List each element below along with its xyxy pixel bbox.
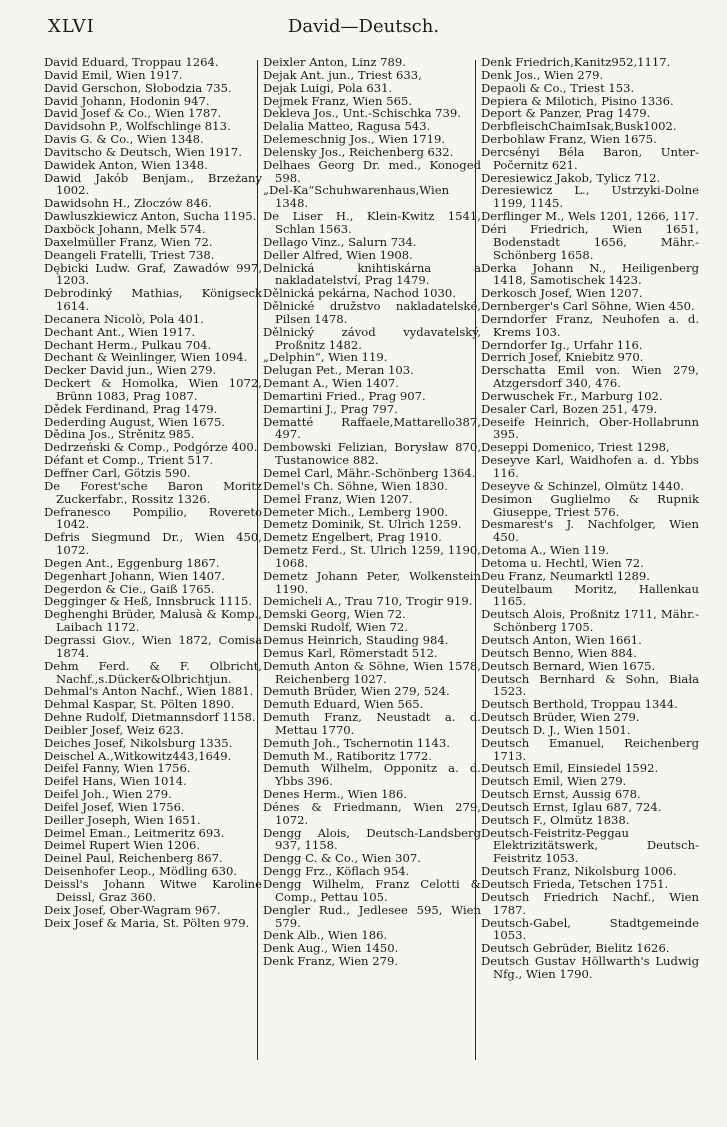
directory-entry: Detoma A., Wien 119. bbox=[481, 543, 610, 558]
directory-entry: Daxelmüller Franz, Wien 72. bbox=[44, 234, 213, 249]
directory-entry: Deutsch Alois, Proßnitz 1711, Mähr.-Schönberg 1705. bbox=[481, 607, 699, 635]
directory-entry: Défant et Comp., Trient 517. bbox=[44, 453, 214, 468]
directory-entry: Dechant Ant., Wien 1917. bbox=[44, 324, 196, 339]
directory-entry: Deimel Eman., Leitmeritz 693. bbox=[44, 825, 225, 840]
directory-entry: Derflinger M., Wels 1201, 1266, 117. bbox=[481, 209, 699, 224]
directory-entry: Desaler Carl, Bozen 251, 479. bbox=[481, 401, 658, 416]
directory-entry: Dellago Vinz., Salurn 734. bbox=[263, 234, 417, 249]
directory-entry: Dedrzeński & Comp., Podgórze 400. bbox=[44, 440, 258, 455]
directory-entry: Dehne Rudolf, Dietmannsdorf 1158. bbox=[44, 710, 256, 725]
directory-entry: Dederding August, Wien 1675. bbox=[44, 414, 226, 429]
directory-entry: DerbfleischChaimIsak,Busk1002. bbox=[481, 119, 677, 134]
directory-entry: Deckert & Homolka, Wien 1072, Brünn 1083, Prag 1087. bbox=[44, 376, 262, 403]
directory-entry: Demetz Dominik, St. Ulrich 1259. bbox=[263, 517, 462, 532]
directory-entry: Demski Rudolf, Wien 72. bbox=[263, 620, 408, 635]
directory-entry: Deifel Josef, Wien 1756. bbox=[44, 799, 185, 814]
directory-entry: Deutsch Anton, Wien 1661. bbox=[481, 632, 642, 647]
directory-column-2 bbox=[263, 56, 481, 968]
directory-entry: Derndorfer Ig., Urfahr 116. bbox=[481, 337, 643, 352]
directory-entry: Demartini J., Prag 797. bbox=[263, 401, 398, 416]
directory-entry: Denk Franz, Wien 279. bbox=[263, 954, 399, 969]
directory-entry: Deutsch Gebrüder, Bielitz 1626. bbox=[481, 941, 670, 956]
directory-entry: Deix Josef, Ober-Wagram 967. bbox=[44, 902, 221, 917]
directory-entry: Derbohlaw Franz, Wien 1675. bbox=[481, 132, 657, 147]
directory-entry: Debrodinký Mathias, Königseck 1614. bbox=[44, 286, 262, 314]
directory-entry: Deixler Anton, Linz 789. bbox=[263, 55, 406, 69]
directory-entry: Demski Georg, Wien 72. bbox=[263, 607, 406, 622]
directory-entry: Demuth Wilhelm, Opponitz a. d. Ybbs 396. bbox=[263, 761, 481, 789]
directory-entry: Deibler Josef, Weiz 623. bbox=[44, 722, 184, 737]
directory-entry: Demuth Franz, Neustadt a. d. Mettau 1770. bbox=[263, 710, 481, 737]
directory-entry: Deutsch Bernhard & Sohn, Biała 1523. bbox=[481, 671, 699, 699]
directory-entry: Degenhart Johann, Wien 1407. bbox=[44, 568, 226, 583]
directory-entry: Deifel Fanny, Wien 1756. bbox=[44, 761, 191, 776]
directory-entry: Deutsch-Gabel, Stadtgemeinde 1053. bbox=[481, 915, 699, 943]
directory-entry: Dembowski Felizian, Borysław 870, Tustanowice 882. bbox=[263, 440, 481, 468]
directory-entry: Deseyve Karl, Waidhofen a. d. Ybbs 116. bbox=[481, 453, 699, 480]
page-title: David—Deutsch. bbox=[287, 16, 440, 37]
directory-entry: Dechant & Weinlinger, Wien 1094. bbox=[44, 350, 248, 365]
directory-entry: Delugan Pet., Meran 103. bbox=[263, 363, 414, 378]
directory-entry: Demant A., Wien 1407. bbox=[263, 376, 399, 391]
directory-entry: Derkosch Josef, Wien 1207. bbox=[481, 286, 643, 301]
directory-entry: Dawidek Anton, Wien 1348. bbox=[44, 157, 208, 172]
directory-entry: Deutsch Bernard, Wien 1675. bbox=[481, 658, 656, 673]
directory-entry: Demuth Anton & Söhne, Wien 1578, Reichenberg 1027. bbox=[263, 658, 481, 686]
directory-entry: Deix Josef & Maria, St. Pölten 979. bbox=[44, 915, 250, 930]
directory-entry: Delemeschnig Jos., Wien 1719. bbox=[263, 132, 446, 147]
directory-entry: Denk Alb., Wien 186. bbox=[263, 928, 388, 943]
directory-entry: Demetz Johann Peter, Wolkenstein 1190. bbox=[263, 568, 481, 596]
directory-entry: Deisenhofer Leop., Mödling 630. bbox=[44, 864, 238, 879]
directory-entry: Deiller Joseph, Wien 1651. bbox=[44, 812, 201, 827]
directory-entry: Demetz Engelbert, Prag 1910. bbox=[263, 530, 442, 545]
directory-entry: Deffner Carl, Götzis 590. bbox=[44, 466, 191, 480]
directory-entry: Deutsch F., Olmütz 1838. bbox=[481, 812, 630, 827]
directory-entry: Dematté Raffaele,Mattarello387, 497. bbox=[263, 414, 481, 442]
directory-entry: Deller Alfred, Wien 1908. bbox=[263, 247, 413, 262]
directory-entry: Decker David jun., Wien 279. bbox=[44, 363, 217, 378]
directory-entry: Demel's Ch. Söhne, Wien 1830. bbox=[263, 478, 448, 493]
directory-entry: Derrich Josef, Kniebitz 970. bbox=[481, 350, 644, 365]
directory-entry: Déri Friedrich, Wien 1651, Bodenstadt 1656, Mähr.-Schönberg 1658. bbox=[481, 221, 699, 262]
directory-entry: Demuth Joh., Tschernotin 1143. bbox=[263, 735, 450, 750]
directory-entry: Defranesco Pompilio, Rovereto 1042. bbox=[44, 504, 262, 532]
directory-entry: Deischel A.,Witkowitz443,1649. bbox=[44, 748, 232, 763]
directory-entry: Degen Ant., Eggenburg 1867. bbox=[44, 555, 220, 570]
directory-entry: Demus Karl, Römerstadt 512. bbox=[263, 645, 438, 660]
directory-entry: Demuth M., Ratiboritz 1772. bbox=[263, 748, 432, 763]
directory-entry: Deutsch Frieda, Tetschen 1751. bbox=[481, 877, 669, 891]
directory-entry: Demetz Ferd., St. Ulrich 1259, 1190, 1068. bbox=[263, 543, 481, 570]
directory-entry: Derndorfer Franz, Neuhofen a. d. Krems 103. bbox=[481, 311, 699, 339]
directory-entry: Dědina Jos., Strěnitz 985. bbox=[44, 427, 195, 442]
directory-entry: Dengg Alois, Deutsch-Landsberg 937, 1158. bbox=[263, 825, 481, 853]
directory-entry: Davitscho & Deutsch, Wien 1917. bbox=[44, 144, 242, 159]
directory-entry: Depaoli & Co., Triest 153. bbox=[481, 80, 635, 95]
directory-entry: Dehm Ferd. & F. Olbricht, Nachf.,s.Dücker&Olbrichtjun. bbox=[44, 658, 262, 686]
directory-entry: Demartini Fried., Prag 907. bbox=[263, 388, 426, 403]
directory-entry: Dénes & Friedmann, Wien 279, 1072. bbox=[263, 799, 481, 827]
directory-entry: Dehmal Kaspar, St. Pölten 1890. bbox=[44, 697, 235, 712]
directory-entry: David Johann, Hodonin 947. bbox=[44, 93, 210, 108]
directory-entry: Dělnický závod vydavatelský, Proßnitz 1482. bbox=[263, 324, 481, 352]
directory-entry: Dengg Wilhelm, Franz Celotti & Comp., Pettau 105. bbox=[263, 877, 481, 904]
directory-entry: David Gerschon, Słobodzia 735. bbox=[44, 80, 232, 95]
directory-entry: Dehmal's Anton Nachf., Wien 1881. bbox=[44, 684, 254, 699]
directory-entry: Deutsch Ernst, Iglau 687, 724. bbox=[481, 799, 662, 814]
directory-entry: Dengg Frz., Köflach 954. bbox=[263, 864, 410, 879]
directory-entry: Davidsohn P., Wolfschlinge 813. bbox=[44, 119, 231, 134]
directory-entry: Demuth Eduard, Wien 565. bbox=[263, 697, 424, 712]
directory-entry: Deutsch Gustav Höllwarth's Ludwig Nfg., Wien 1790. bbox=[481, 954, 699, 981]
directory-entry: Delensky Jos., Reichenberg 632. bbox=[263, 144, 454, 159]
directory-entry: Deseife Heinrich, Ober-Hollabrunn 395. bbox=[481, 414, 699, 442]
directory-entry: Deseyve & Schinzel, Olmütz 1440. bbox=[481, 478, 685, 493]
directory-entry: Dechant Herm., Pulkau 704. bbox=[44, 337, 212, 352]
directory-entry: Delalia Matteo, Ragusa 543. bbox=[263, 119, 431, 134]
directory-entry: Deutsch Emil, Wien 279. bbox=[481, 774, 627, 789]
directory-entry: David Eduard, Troppau 1264. bbox=[44, 55, 219, 69]
directory-entry: Derka Johann N., Heiligenberg 1418, Samotischek 1423. bbox=[481, 260, 699, 288]
directory-entry: Demicheli A., Trau 710, Trogir 919. bbox=[263, 594, 473, 609]
directory-entry: Dengg C. & Co., Wien 307. bbox=[263, 851, 421, 866]
directory-entry: Dawidsohn H., Złoczów 846. bbox=[44, 196, 212, 211]
directory-entry: Deiches Josef, Nikolsburg 1335. bbox=[44, 735, 233, 750]
directory-entry: Deutelbaum Moritz, Hallenkau 1165. bbox=[481, 581, 699, 609]
directory-entry: Davis G. & Co., Wien 1348. bbox=[44, 132, 204, 147]
directory-entry: Dejak Ant. jun., Triest 633, bbox=[263, 67, 422, 82]
directory-entry: Deutsch Emanuel, Reichenberg 1713. bbox=[481, 735, 699, 763]
directory-entry: Deifel Hans, Wien 1014. bbox=[44, 774, 187, 789]
directory-entry: Deutsch-Feistritz-Peggau Elektrizitätswerk, Deutsch-Feistritz 1053. bbox=[481, 825, 699, 866]
directory-entry: Desimon Guglielmo & Rupnik Giuseppe, Triest 576. bbox=[481, 491, 699, 519]
directory-entry: Deutsch D. J., Wien 1501. bbox=[481, 722, 631, 737]
directory-entry: Dengler Rud., Jedlesee 595, Wien 579. bbox=[263, 902, 481, 930]
directory-entry: Deresiewicz L., Ustrzyki-Dolne 1199, 1145. bbox=[481, 183, 699, 211]
directory-entry: Denk Friedrich,Kanitz952,1117. bbox=[481, 55, 671, 69]
directory-entry: Deinel Paul, Reichenberg 867. bbox=[44, 851, 223, 866]
directory-entry: David Josef & Co., Wien 1787. bbox=[44, 106, 222, 121]
directory-entry: Deifel Joh., Wien 279. bbox=[44, 787, 172, 802]
directory-entry: Demus Heinrich, Stauding 984. bbox=[263, 632, 449, 647]
directory-entry: Dercsényi Béla Baron, Unter-Počernitz 621. bbox=[481, 144, 699, 172]
directory-entry: „Delphin“, Wien 119. bbox=[263, 350, 388, 365]
directory-entry: Dawluszkiewicz Anton, Sucha 1195. bbox=[44, 209, 257, 224]
directory-column-3 bbox=[481, 56, 699, 981]
directory-entry: Denk Jos., Wien 279. bbox=[481, 67, 604, 82]
directory-entry: Deutsch Friedrich Nachf., Wien 1787. bbox=[481, 889, 699, 917]
directory-column-1 bbox=[44, 56, 262, 929]
directory-entry: Denk Aug., Wien 1450. bbox=[263, 941, 399, 956]
directory-entry: Detoma u. Hechtl, Wien 72. bbox=[481, 555, 644, 570]
directory-entry: De Forest'sche Baron Moritz Zuckerfabr., Rossitz 1326. bbox=[44, 478, 262, 506]
directory-entry: Degrassi Giov., Wien 1872, Comisa 1874. bbox=[44, 632, 262, 660]
directory-entry: Desmarest's J. Nachfolger, Wien 450. bbox=[481, 517, 699, 545]
directory-entry: Demuth Brüder, Wien 279, 524. bbox=[263, 684, 450, 699]
directory-entry: Deissl's Johann Witwe Karoline Deissl, Graz 360. bbox=[44, 877, 262, 904]
directory-entry: Dekleva Jos., Unt.-Schischka 739. bbox=[263, 106, 461, 121]
directory-entry: Delnická knihtiskárna a nakladatelství, Prag 1479. bbox=[263, 260, 481, 288]
directory-entry: David Emil, Wien 1917. bbox=[44, 67, 183, 82]
directory-entry: Dejak Luigi, Pola 631. bbox=[263, 80, 393, 95]
directory-entry: Deghenghi Brüder, Malusà & Komp., Laibach 1172. bbox=[44, 607, 262, 635]
directory-entry: Deutsch Emil, Einsiedel 1592. bbox=[481, 761, 659, 776]
page-header bbox=[0, 14, 727, 48]
directory-entry: Denes Herm., Wien 186. bbox=[263, 787, 407, 802]
directory-entry: Dědek Ferdinand, Prag 1479. bbox=[44, 401, 218, 416]
directory-entry: Dębicki Ludw. Graf, Zawadów 997, 1203. bbox=[44, 260, 262, 288]
directory-entry: Dawid Jakób Benjam., Brzeżany 1002. bbox=[44, 170, 262, 198]
directory-entry: Deresiewicz Jakob, Tylicz 712. bbox=[481, 170, 661, 185]
directory-entry: Deu Franz, Neumarktl 1289. bbox=[481, 568, 650, 583]
directory-entry: Defris Siegmund Dr., Wien 450, 1072. bbox=[44, 530, 262, 558]
directory-entry: Dernberger's Carl Söhne, Wien 450. bbox=[481, 299, 695, 314]
directory-entry: Dělnické družstvo nakladatelské, Pilsen 1478. bbox=[263, 299, 481, 326]
directory-entry: Deangeli Fratelli, Triest 738. bbox=[44, 247, 215, 262]
directory-entry: Deutsch Franz, Nikolsburg 1006. bbox=[481, 864, 677, 879]
directory-entry: Deutsch Ernst, Aussig 678. bbox=[481, 787, 641, 802]
directory-entry: Delhaes Georg Dr. med., Konoged 598. bbox=[263, 157, 481, 185]
directory-entry: Dejmek Franz, Wien 565. bbox=[263, 93, 413, 108]
directory-entry: Deimel Rupert Wien 1206. bbox=[44, 838, 201, 853]
directory-entry: Demel Franz, Wien 1207. bbox=[263, 491, 413, 506]
directory-entry: Deutsch Berthold, Troppau 1344. bbox=[481, 697, 678, 712]
directory-entry: Depiera & Milotich, Pisino 1336. bbox=[481, 93, 674, 108]
directory-entry: Demel Carl, Mähr.-Schönberg 1364. bbox=[263, 466, 476, 480]
directory-entry: Dělnická pekárna, Nachod 1030. bbox=[263, 286, 456, 301]
page-number: XLVI bbox=[48, 16, 95, 37]
directory-entry: Daxböck Johann, Melk 574. bbox=[44, 221, 206, 236]
directory-entry: Demeter Mich., Lemberg 1900. bbox=[263, 504, 449, 519]
directory-entry: Deutsch Brüder, Wien 279. bbox=[481, 710, 640, 725]
directory-entry: Decanera Nicolò, Pola 401. bbox=[44, 311, 204, 326]
directory-entry: „Del-Ka“Schuhwarenhaus,Wien 1348. bbox=[263, 183, 450, 211]
directory-entry: De Liser H., Klein-Kwitz 1541, Schlan 1563. bbox=[263, 209, 481, 236]
directory-entry: Deseppi Domenico, Triest 1298, bbox=[481, 440, 670, 455]
directory-entry: Derwuschek Fr., Marburg 102. bbox=[481, 388, 663, 403]
directory-entry: Derschatta Emil von. Wien 279, Atzgersdorf 340, 476. bbox=[481, 363, 699, 391]
directory-entry: Deport & Panzer, Prag 1479. bbox=[481, 106, 651, 121]
directory-entry: Degginger & Heß, Innsbruck 1115. bbox=[44, 594, 253, 609]
directory-entry: Deutsch Benno, Wien 884. bbox=[481, 645, 637, 660]
directory-entry: Degerdon & Cie., Gaiß 1765. bbox=[44, 581, 215, 596]
